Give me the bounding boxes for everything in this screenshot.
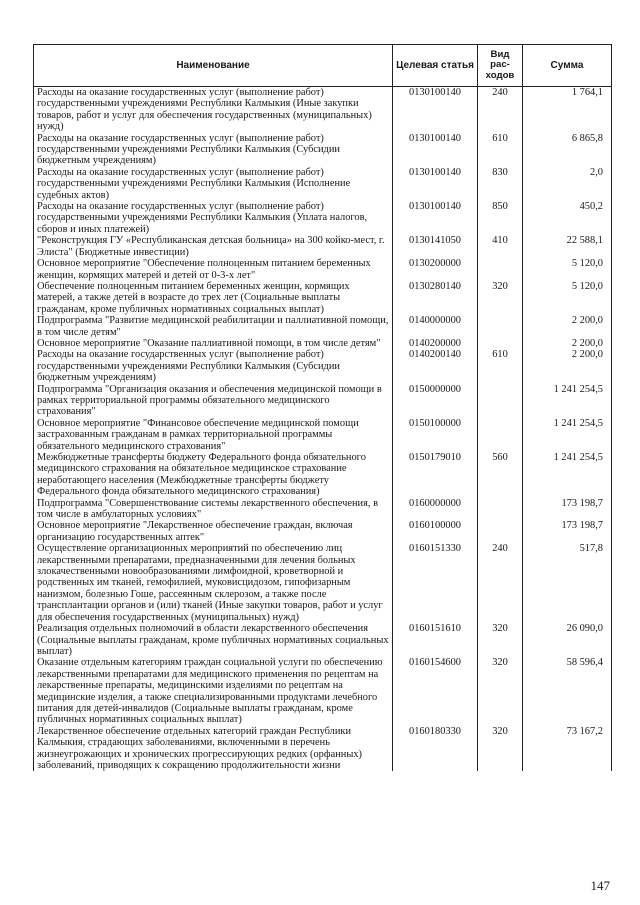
row-name: Основное мероприятие "Лекарственное обеспечение граждан, включая организацию государственных аптек" [34,520,393,543]
row-code: 0130100140 [393,201,478,235]
row-kind [478,498,523,521]
row-sum: 2 200,0 [523,315,612,338]
row-sum: 5 120,0 [523,258,612,281]
table-row [34,87,612,133]
table-row [34,520,612,543]
row-code: 0150000000 [393,384,478,418]
row-name: Основное мероприятие "Финансовое обеспечение медицинской помощи застрахованным гражданам в рамках территориальной программы обязательного медицинского страхования" [34,418,393,452]
row-code: 0160100000 [393,520,478,543]
row-sum: 450,2 [523,201,612,235]
row-kind [478,258,523,281]
row-kind: 240 [478,543,523,623]
row-code: 0160180330 [393,726,478,772]
row-kind: 320 [478,657,523,725]
row-kind: 850 [478,201,523,235]
table-row [34,498,612,521]
row-code: 0140200140 [393,349,478,383]
table-row [34,452,612,498]
row-code: 0130100140 [393,87,478,133]
row-kind [478,384,523,418]
table-row [34,726,612,772]
row-kind: 320 [478,726,523,772]
row-kind [478,520,523,543]
row-name: Расходы на оказание государственных услуг (выполнение работ) государственными учреждениями Республики Калмыкия (Уплата налогов, сборов и иных платежей) [34,201,393,235]
table-row [34,418,612,452]
row-name: Лекарственное обеспечение отдельных категорий граждан Республики Калмыкия, страдающих заболеваниями, включенными в перечень жизнеугрожающих и хронических прогрессирующих редких (орфанных) заболеваний, приводящих к сокращению продолжительности жизни [34,726,393,772]
row-code: 0160151610 [393,623,478,657]
row-code: 0130141050 [393,235,478,258]
row-code: 0160154600 [393,657,478,725]
table-row [34,657,612,725]
row-code: 0160000000 [393,498,478,521]
row-name: Межбюджетные трансферты бюджету Федерального фонда обязательного медицинского страхования на обязательное медицинское страхование неработающего населения (Межбюджетные трансферты бюджету Федерального фонда обязательного медицинского страхования) [34,452,393,498]
row-name: Подпрограмма "Развитие медицинской реабилитации и паллиативной помощи, в том числе детям" [34,315,393,338]
table-row [34,235,612,258]
row-sum: 1 764,1 [523,87,612,133]
page-number: 147 [590,878,610,893]
row-sum: 1 241 254,5 [523,384,612,418]
row-name: Оказание отдельным категориям граждан социальной услуги по обеспечению лекарственными препаратами для медицинского применения по рецептам на лекарственные препараты, медицинскими изделиями по рецептам на медицинские изделия, а также специализированными продуктами лечебного питания для детей-инвалидов (Социальные выплаты гражданам, кроме публичных нормативных социальных выплат) [34,657,393,725]
table-row [34,258,612,281]
row-code: 0130280140 [393,281,478,315]
row-sum: 6 865,8 [523,133,612,167]
table-row [34,133,612,167]
table-row [34,349,612,383]
budget-table-sheet [33,44,611,771]
row-kind: 610 [478,349,523,383]
row-code: 0140200000 [393,338,478,349]
row-kind: 320 [478,623,523,657]
row-code: 0150100000 [393,418,478,452]
row-sum: 2 200,0 [523,338,612,349]
row-sum: 2,0 [523,167,612,201]
row-name: Подпрограмма "Совершенствование системы лекарственного обеспечения, в том числе в амбулаторных условиях" [34,498,393,521]
row-name: Осуществление организационных мероприятий по обеспечению лиц лекарственными препаратами, предназначенными для лечения больных злокачественными новообразованиями лимфоидной, кроветворной и родственных им тканей, гемофилией, муковисцидозом, гипофизарным нанизмом, болезнью Гоше, рассеянным склерозом, а также после трансплантации органов и (или) тканей (Иные закупки товаров, работ и услуг для обеспечения государственных (муниципальных) нужд) [34,543,393,623]
header-kind: Вид рас- ходов [478,45,523,87]
row-kind: 560 [478,452,523,498]
row-sum: 26 090,0 [523,623,612,657]
row-sum: 173 198,7 [523,520,612,543]
table-row [34,623,612,657]
row-name: Расходы на оказание государственных услуг (выполнение работ) государственными учреждениями Республики Калмыкия (Субсидии бюджетным учреждениям) [34,349,393,383]
row-kind [478,338,523,349]
row-sum: 5 120,0 [523,281,612,315]
table-row [34,281,612,315]
row-kind [478,418,523,452]
row-name: Обеспечение полноценным питанием беременных женщин, кормящих матерей, а также детей в возрасте до трех лет (Социальные выплаты гражданам, кроме публичных нормативных социальных выплат) [34,281,393,315]
row-name: Основное мероприятие "Оказание паллиативной помощи, в том числе детям" [34,338,393,349]
row-kind [478,315,523,338]
row-sum: 2 200,0 [523,349,612,383]
table-row [34,167,612,201]
row-sum: 173 198,7 [523,498,612,521]
table-row [34,543,612,623]
row-kind: 410 [478,235,523,258]
table-row [34,201,612,235]
header-name: Наименование [34,45,393,87]
row-code: 0150179010 [393,452,478,498]
row-code: 0130200000 [393,258,478,281]
row-sum: 73 167,2 [523,726,612,772]
row-sum: 1 241 254,5 [523,452,612,498]
row-kind: 610 [478,133,523,167]
table-row [34,315,612,338]
table-header [34,45,612,87]
row-kind: 320 [478,281,523,315]
row-name: Расходы на оказание государственных услуг (выполнение работ) государственными учреждениями Республики Калмыкия (Субсидии бюджетным учреждениям) [34,133,393,167]
row-name: Расходы на оказание государственных услуг (выполнение работ) государственными учреждениями Республики Калмыкия (Иные закупки товаров, работ и услуг для обеспечения государственных (муниципальных) нужд) [34,87,393,133]
row-name: "Реконструкция ГУ «Республиканская детская больница» на 300 койко-мест, г. Элиста" (Бюджетные инвестиции) [34,235,393,258]
table-row [34,338,612,349]
row-code: 0160151330 [393,543,478,623]
row-name: Подпрограмма "Организация оказания и обеспечения медицинской помощи в рамках территориальной программы обязательного медицинского страхования" [34,384,393,418]
row-kind: 830 [478,167,523,201]
row-sum: 58 596,4 [523,657,612,725]
row-sum: 22 588,1 [523,235,612,258]
row-name: Основное мероприятие "Обеспечение полноценным питанием беременных женщин, кормящих матерей и детей от 0-3-х лет" [34,258,393,281]
row-code: 0130100140 [393,133,478,167]
row-code: 0130100140 [393,167,478,201]
row-sum: 517,8 [523,543,612,623]
row-code: 0140000000 [393,315,478,338]
row-name: Расходы на оказание государственных услуг (выполнение работ) государственными учреждениями Республики Калмыкия (Исполнение судебных актов) [34,167,393,201]
row-name: Реализация отдельных полномочий в области лекарственного обеспечения (Социальные выплаты гражданам, кроме публичных нормативных социальных выплат) [34,623,393,657]
header-code: Целевая статья [393,45,478,87]
budget-table [33,44,612,771]
row-sum: 1 241 254,5 [523,418,612,452]
table-body [34,87,612,772]
header-sum: Сумма [523,45,612,87]
table-row [34,384,612,418]
row-kind: 240 [478,87,523,133]
